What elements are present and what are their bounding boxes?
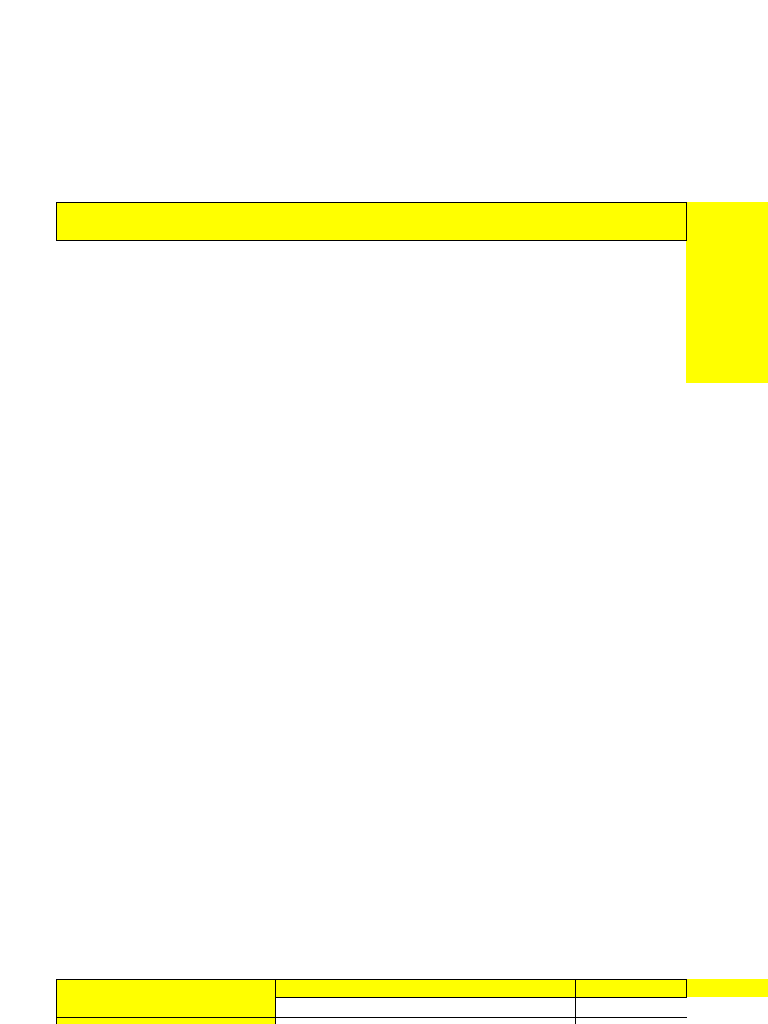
role-header [276,979,576,998]
requester-block [56,979,687,1024]
position-value [276,1018,576,1024]
note-text [276,186,686,200]
footer-highlight-fill [686,979,768,997]
role-header-blank [576,979,687,998]
submit-to-text [276,168,686,182]
position-label [56,1018,276,1024]
highlight-fill [686,202,768,383]
table-title [56,202,687,241]
requester-name [276,998,576,1018]
requester-email [576,998,687,1018]
requested-by-label [56,979,276,1018]
definition-text [276,150,686,164]
